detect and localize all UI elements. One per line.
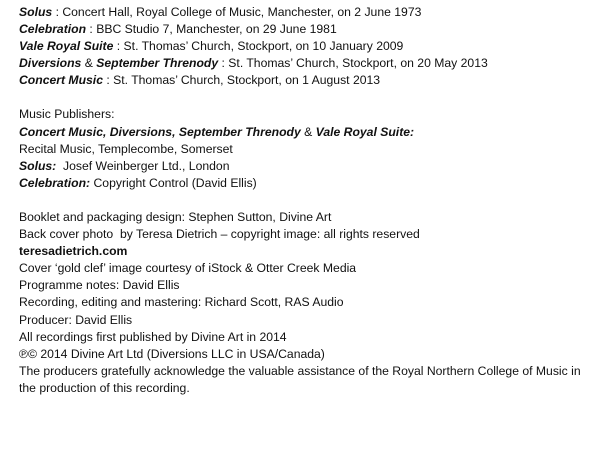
publisher-works-line — [19, 124, 597, 141]
recording-line-vale-royal-suite — [19, 38, 597, 55]
credit-recording: Recording, editing and mastering: Richard Scott, RAS Audio — [19, 295, 344, 310]
credit-copyright: ℗© 2014 Divine Art Ltd (Diversions LLC in USA/Canada) — [19, 346, 325, 361]
work-title: Celebration — [19, 22, 87, 37]
credit-notes: Programme notes: David Ellis — [19, 278, 180, 293]
credit-published: All recordings first published by Divine Art in 2014 — [19, 329, 287, 344]
recording-line-diversions — [19, 55, 597, 72]
credit-producer: Producer: David Ellis — [19, 312, 133, 327]
credit-cover: Cover ‘gold clef’ image courtesy of iStock & Otter Creek Media — [19, 261, 357, 276]
work-titles: Vale Royal Suite: — [315, 124, 415, 139]
publisher-name: Copyright Control (David Ellis) — [90, 175, 257, 190]
publisher-recital-music: Recital Music, Templecombe, Somerset — [19, 141, 233, 156]
work-title: Diversions — [19, 56, 82, 71]
work-title: Solus — [19, 5, 53, 19]
recording-detail: : BBC Studio 7, Manchester, on 29 June 1981 — [86, 22, 337, 37]
publishers-heading: Music Publishers: — [19, 107, 115, 122]
recording-line-celebration — [19, 21, 597, 38]
recording-detail: : St. Thomas’ Church, Stockport, on 10 January 2009 — [113, 39, 404, 54]
recording-line-solus — [19, 4, 597, 21]
work-title: Celebration: — [19, 175, 91, 190]
credit-website: teresadietrich.com — [19, 244, 128, 259]
work-title: Vale Royal Suite — [19, 39, 114, 54]
ampersand: & — [300, 124, 316, 139]
work-title: Concert Music — [19, 73, 103, 88]
work-title: Solus: — [19, 158, 57, 173]
recording-detail: : St. Thomas’ Church, Stockport, on 20 May 2013 — [218, 56, 488, 71]
recording-detail: : Concert Hall, Royal College of Music, Manchester, on 2 June 1973 — [52, 5, 422, 19]
recording-detail: : St. Thomas’ Church, Stockport, on 1 August 2013 — [102, 73, 381, 88]
credits-page — [19, 4, 597, 397]
credit-booklet: Booklet and packaging design: Stephen Sutton, Divine Art — [19, 209, 332, 224]
credit-photo: Back cover photo by Teresa Dietrich – copyright image: all rights reserved — [19, 227, 420, 242]
credit-acknowledgement: The producers gratefully acknowledge the valuable assistance of the Royal Northern College of Music in the production of this recording. — [19, 363, 581, 395]
spacer — [19, 89, 597, 106]
work-titles: Concert Music, Diversions, September Threnody — [19, 124, 301, 139]
spacer — [19, 192, 597, 209]
publisher-line-solus — [19, 158, 597, 175]
ampersand: & — [81, 56, 97, 71]
work-title: September Threnody — [96, 56, 219, 71]
publisher-name: Josef Weinberger Ltd., London — [56, 158, 230, 173]
recording-line-concert-music — [19, 72, 597, 89]
publisher-line-celebration — [19, 175, 597, 192]
